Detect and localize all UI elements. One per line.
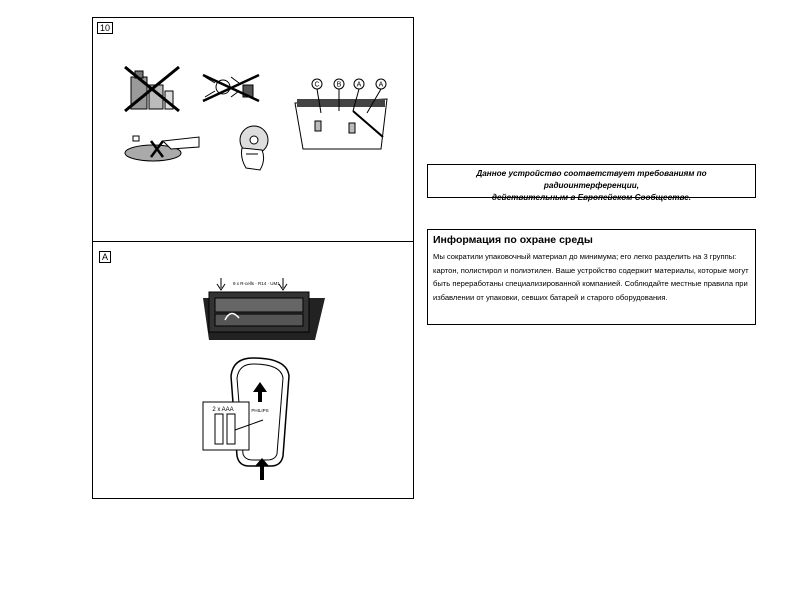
battery-illustration-panel: [92, 241, 414, 499]
battery-type-label: 2 x AAA: [212, 407, 234, 413]
hand-holding-disc-illustration: [236, 124, 272, 174]
environment-body: Мы сократили упаковочный материал до минимума; его легко разделить на 3 группы: картон, полистирол и полиэтилен. Ваше устройство содержит материалы, которые могут быть переработаны специализированной компанией. Соблюдайте местные правила при избавлении от упаковки, севших батарей и старого оборудования.: [433, 252, 749, 302]
panel-letter-tag: A: [99, 251, 111, 263]
no-chemicals-illustration: [123, 65, 183, 113]
notice-line-1: Данное устройство соответствует требованиям по радиоинтерференции,: [476, 169, 707, 190]
top-illustration-panel: [92, 17, 414, 242]
brand-logo-text: PHILIPS: [251, 408, 269, 413]
no-disc-on-surface-illustration: [123, 133, 201, 163]
remote-battery-illustration: [201, 356, 297, 480]
no-heat-illustration: [201, 73, 261, 103]
notice-line-2: действительным в Европейском Сообществе.: [491, 193, 692, 202]
environment-info-box: [427, 229, 756, 325]
tape-text: 9 x R-cells · R14 · UM1: [233, 281, 280, 286]
panel-number-tag: 10: [97, 22, 113, 34]
speaker-placement-illustration: [293, 77, 389, 153]
battery-compartment-illustration: [203, 278, 325, 340]
slot-label-a1: A: [356, 81, 362, 89]
slot-label-a2: A: [378, 81, 384, 89]
slot-label-c: C: [314, 81, 320, 89]
environment-title: Информация по охране среды: [433, 234, 593, 246]
ec-compliance-notice: [427, 164, 756, 202]
slot-label-b: B: [336, 81, 342, 89]
